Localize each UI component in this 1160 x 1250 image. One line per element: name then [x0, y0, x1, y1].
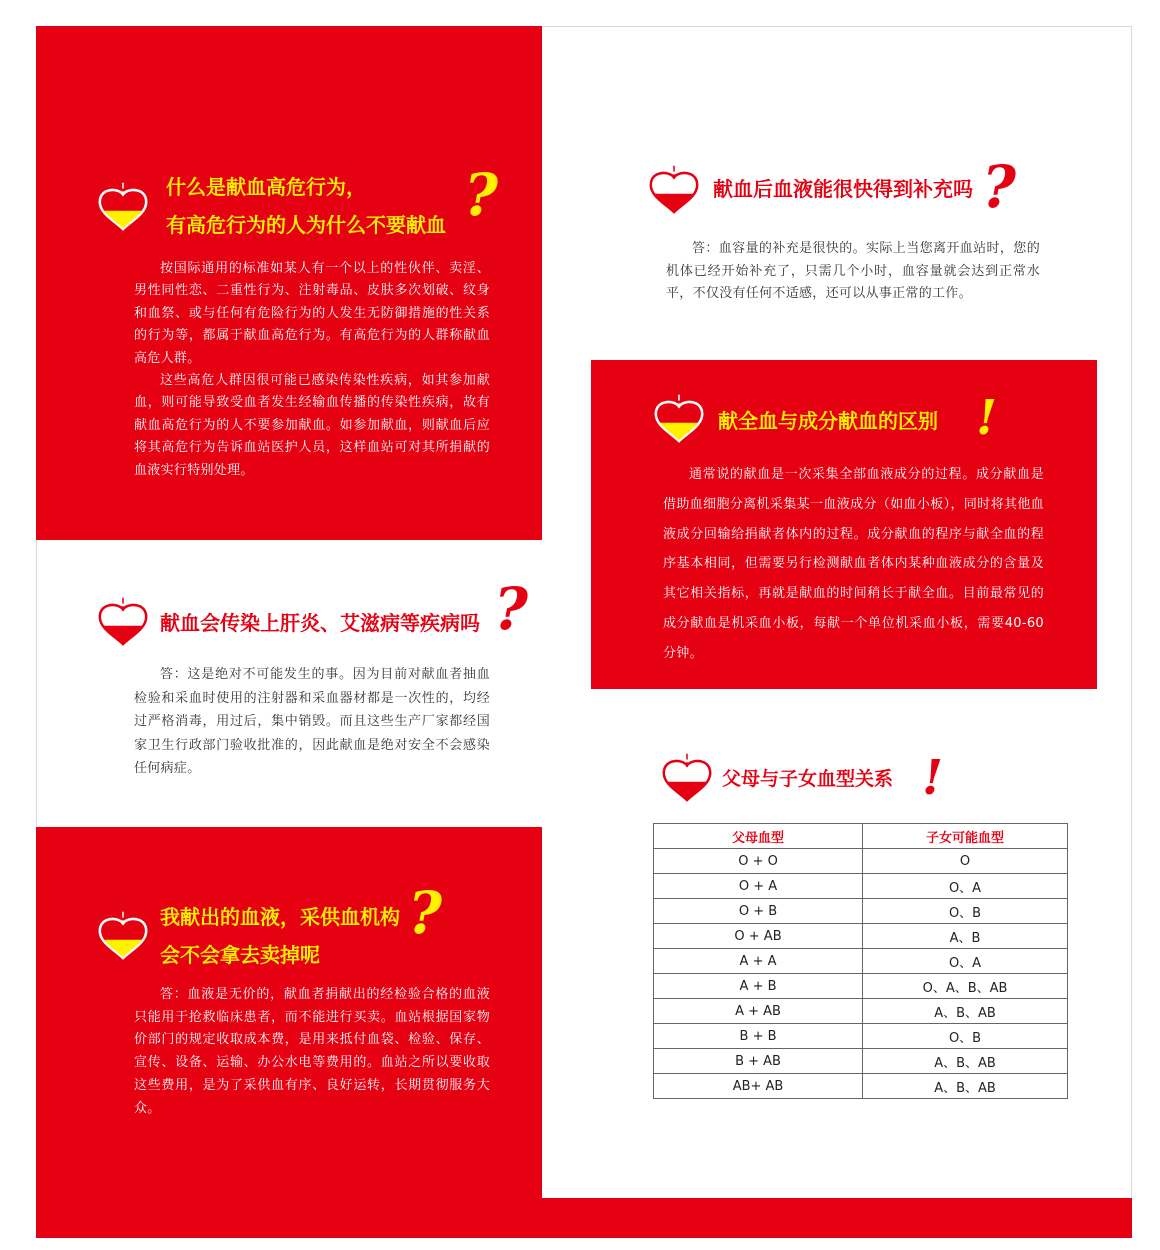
section5-text: [663, 460, 1044, 669]
table-row: [654, 974, 1068, 999]
table-row: [654, 849, 1068, 874]
section2-paragraph: 答：这是绝对不可能发生的事。因为目前对献血者抽血检验和采血时使用的注射器和采血器材都是一次性的，均经过严格消毒，用过后，集中销毁。而且这些生产厂家都经国家卫生行政部门验收批准的，因此献血是绝对安全不会感染任何病症。: [134, 667, 490, 777]
question-mark-icon: ?: [464, 161, 498, 229]
table-cell-children: O、A: [863, 949, 1068, 974]
blood-heart-icon: [94, 902, 152, 964]
blood-heart-icon: [94, 588, 152, 650]
section6-title: 父母与子女血型关系: [722, 768, 894, 790]
table-cell-children: O、B: [863, 899, 1068, 924]
blood-heart-icon: [645, 156, 703, 218]
section1-paragraph-2: 这些高危人群因很可能已感染传染性疾病，如其参加献血，则可能导致受血者发生经输血传播的传染性疾病，故有献血高危行为的人不要参加献血。如参加献血，则献血后应将其高危行为告诉血站医护人员，这样血站可对其所捐献的血液实行特别处理。: [134, 373, 490, 478]
section3-title-line1: 我献出的血液，采供血机构: [160, 905, 400, 929]
table-row: [654, 1049, 1068, 1074]
question-mark-icon: ?: [408, 879, 442, 947]
section1-title-line2: 有高危行为的人为什么不要献血: [166, 213, 446, 237]
section3-text: [134, 984, 490, 1120]
table-cell-parents: B + AB: [654, 1049, 863, 1074]
table-cell-children: O、A、B、AB: [863, 974, 1068, 999]
table-row: [654, 924, 1068, 949]
table-cell-parents: O + A: [654, 874, 863, 899]
table-header-children: 子女可能血型: [863, 824, 1068, 849]
table-cell-parents: A + A: [654, 949, 863, 974]
blood-heart-icon: [94, 173, 152, 235]
table-row: [654, 874, 1068, 899]
section1-paragraph-1: 按国际通用的标准如某人有一个以上的性伙伴、卖淫、男性同性恋、二重性行为、注射毒品、皮肤多次划破、纹身和血祭、或与任何有危险行为的人发生无防御措施的性关系的行为等，都属于献血高危行为。有高危行为的人群称献血高危人群。: [134, 261, 490, 366]
exclamation-mark-icon: !: [922, 750, 944, 806]
table-row: [654, 899, 1068, 924]
table-row: [654, 999, 1068, 1024]
table-cell-children: O、A: [863, 874, 1068, 899]
section4-title: 献血后血液能很快得到补充吗: [713, 177, 973, 201]
table-cell-parents: O + O: [654, 849, 863, 874]
table-cell-parents: O + B: [654, 899, 863, 924]
section1-title-line1: 什么是献血高危行为，: [166, 175, 366, 199]
blood-type-table: [653, 823, 1068, 1099]
section1-text: [134, 258, 490, 482]
table-cell-children: O: [863, 849, 1068, 874]
red-strip-bottom-right: [542, 1198, 1132, 1238]
section1-title: [166, 168, 446, 244]
section2-title: 献血会传染上肝炎、艾滋病等疾病吗: [160, 611, 480, 635]
table-header-row: [654, 824, 1068, 849]
table-row: [654, 949, 1068, 974]
blood-heart-icon: [658, 744, 716, 806]
table-cell-parents: B + B: [654, 1024, 863, 1049]
section5-title: 献全血与成分献血的区别: [718, 409, 938, 433]
section3-title-line2: 会不会拿去卖掉呢: [160, 943, 320, 967]
section2-text: [134, 663, 490, 781]
table-cell-parents: O + AB: [654, 924, 863, 949]
table-row: [654, 1024, 1068, 1049]
table-cell-children: A、B、AB: [863, 1074, 1068, 1099]
section3-title: [160, 898, 400, 974]
section3-paragraph: 答：血液是无价的，献血者捐献出的经检验合格的血液只能用于抢救临床患者，而不能进行买卖。血站根据国家物价部门的规定收取成本费，是用来抵付血袋、检验、保存、宣传、设备、运输、办公水电等费用的。血站之所以要收取这些费用，是为了采供血有序、良好运转，长期贯彻服务大众。: [134, 987, 490, 1116]
table-cell-parents: A + B: [654, 974, 863, 999]
question-mark-icon: ?: [982, 153, 1016, 221]
table-cell-children: A、B、AB: [863, 999, 1068, 1024]
section4-text: [666, 238, 1040, 306]
table-header-parents: 父母血型: [654, 824, 863, 849]
section4-paragraph: 答：血容量的补充是很快的。实际上当您离开血站时，您的机体已经开始补充了，只需几个小时，血容量就会达到正常水平，不仅没有任何不适感，还可以从事正常的工作。: [666, 241, 1040, 302]
blood-heart-icon: [650, 385, 708, 447]
table-cell-children: O、B: [863, 1024, 1068, 1049]
table-cell-children: A、B、AB: [863, 1049, 1068, 1074]
table-row: [654, 1074, 1068, 1099]
section5-paragraph: 通常说的献血是一次采集全部血液成分的过程。成分献血是借助血细胞分离机采集某一血液成分（如血小板），同时将其他血液成分回输给捐献者体内的过程。成分献血的程序与献全血的程序基本相同，但需要另行检测献血者体内某种血液成分的含量及其它相关指标，再就是献血的时间稍长于献全血。目前最常见的成分献血是机采血小板，每献一个单位机采血小板，需要40-60分钟。: [663, 467, 1044, 661]
table-cell-parents: A + AB: [654, 999, 863, 1024]
table-cell-children: A、B: [863, 924, 1068, 949]
exclamation-mark-icon: !: [976, 390, 998, 446]
question-mark-icon: ?: [494, 575, 528, 643]
table-cell-parents: AB+ AB: [654, 1074, 863, 1099]
